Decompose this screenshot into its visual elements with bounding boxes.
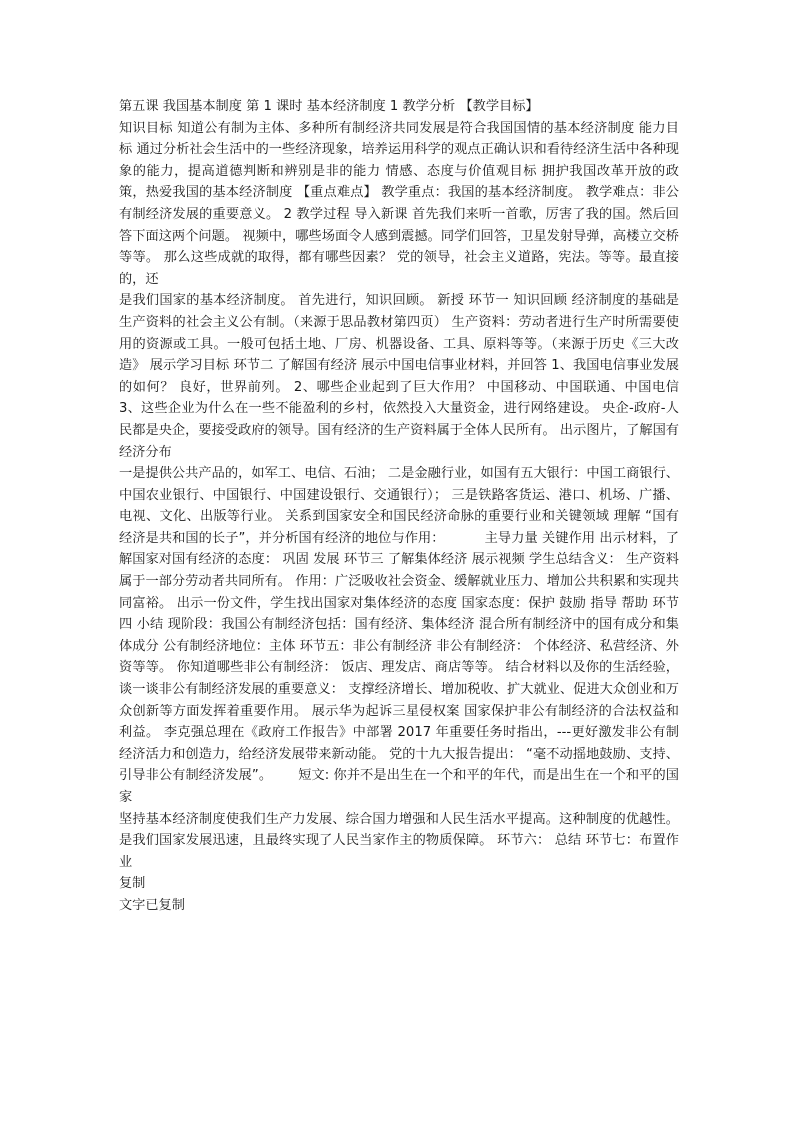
- doc-paragraph-economy: [119, 463, 679, 809]
- document-body: [119, 96, 679, 917]
- doc-paragraph-objectives: [119, 118, 679, 291]
- paragraph-text: 知识目标 知道公有制为主体、多种所有制经济共同发展是符合我国国情的基本经济制度 能力目标 通过分析社会生活中的一些经济现象，培养运用科学的观点正确认识和看待经济生活中各种现象的能力，提高道德判断和辨别是非的能力 情感、态度与价值观目标 拥护我国改革开放的政策，热爱我国的基本经济制度 【重点难点】 教学重点：我国的基本经济制度。 教学难点：非公有制经济发展的重要意义。 2 教学过程 导入新课 首先我们来听一首歌，厉害了我的国。然后回答下面这两个问题。 视频中，哪些场面令人感到震撼。同学们回答，卫星发射导弹，高楼立交桥等等。 那么这些成就的取得，都有哪些因素？ 党的领导，社会主义道路，宪法。等等。最直接的，还: [119, 120, 679, 287]
- paragraph-text: 第五课 我国基本制度 第 1 课时 基本经济制度 1 教学分析 【教学目标】: [119, 99, 539, 114]
- paragraph-text: 是我们国家的基本经济制度。 首先进行，知识回顾。 新授 环节一 知识回顾 经济制度的基础是生产资料的社会主义公有制。（来源于思品教材第四页） 生产资料：劳动者进行生产时所需要使用的资源或工具。一般可包括土地、厂房、机器设备、工具、原料等等。（来源于历史《三大改造》 展示学习目标 环节二 了解国有经济 展示中国电信事业材料，并回答 1、我国电信事业发展的如何？ 良好，世界前列。 2、哪些企业起到了巨大作用？ 中国移动、中国联通、中国电信 3、这些企业为什么在一些不能盈利的乡村，依然投入大量资金，进行网络建设。 央企-政府-人民都是央企，要接受政府的领导。国有经济的生产资料属于全体人民所有。 出示图片，了解国有经济分布: [119, 293, 679, 460]
- doc-paragraph-summary: [119, 809, 679, 874]
- paragraph-text: 主导力量 关键作用 出示材料，了解国家对国有经济的态度： 巩固 发展 环节三 了解集体经济 展示视频 学生总结含义： 生产资料属于一部分劳动者共同所有。 作用：广泛吸收社会资金、缓解就业压力、增加公共积累和实现共同富裕。 出示一份文件，学生找出国家对集体经济的态度 国家态度：保护 鼓励 指导 帮助 环节四 小结 现阶段：我国公有制经济包括：国有经济、集体经济 混合所有制经济中的国有成分和集体成分 公有制经济地位：主体 环节五：非公有制经济 非公有制经济： 个体经济、私营经济、外资等等。 你知道哪些非公有制经济： 饭店、理发店、商店等等。 结合材料以及你的生活经验，谈一谈非公有制经济发展的重要意义： 支撑经济增长、增加税收、扩大就业、促进大众创业和万众创新等方面发挥着重要作用。 展示华为起诉三星侵权案 国家保护非公有制经济的合法权益和利益。 李克强总理在《政府工作报告》中部署 2017 年重要任务时指出，---更好激发非公有制经济活力和创造力，给经济发展带来新动能。 党的十九大报告提出： “毫不动摇地鼓励、支持、引导非公有制经济发展”。: [119, 530, 679, 784]
- copied-status-label: 文字已复制: [119, 897, 185, 913]
- paragraph-text: 坚持基本经济制度使我们生产力发展、综合国力增强和人民生活水平提高。这种制度的优越性。是我们国家发展迅速，且最终实现了人民当家作主的物质保障。 环节六： 总结 环节七：布置作业: [119, 811, 679, 870]
- doc-paragraph-review: [119, 290, 679, 463]
- copy-link-label[interactable]: 复制: [119, 876, 146, 892]
- copy-link[interactable]: [119, 873, 679, 895]
- paragraph-text: 一是提供公共产品的，如军工、电信、石油； 二是金融行业，如国有五大银行：中国工商银行、中国农业银行、中国银行、中国建设银行、交通银行）； 三是铁路客货运、港口、机场、广播、电视、文化、出版等行业。 关系到国家安全和国民经济命脉的重要行业和关键领域 理解 “国有经济是共和国的长子”，并分析国有经济的地位与作用：: [119, 466, 679, 546]
- doc-title-line: [119, 96, 679, 118]
- paragraph-text: 短文: 你并不是出生在一个和平的年代，而是出生在一个和平的国家: [119, 768, 679, 805]
- copied-status: [119, 895, 679, 917]
